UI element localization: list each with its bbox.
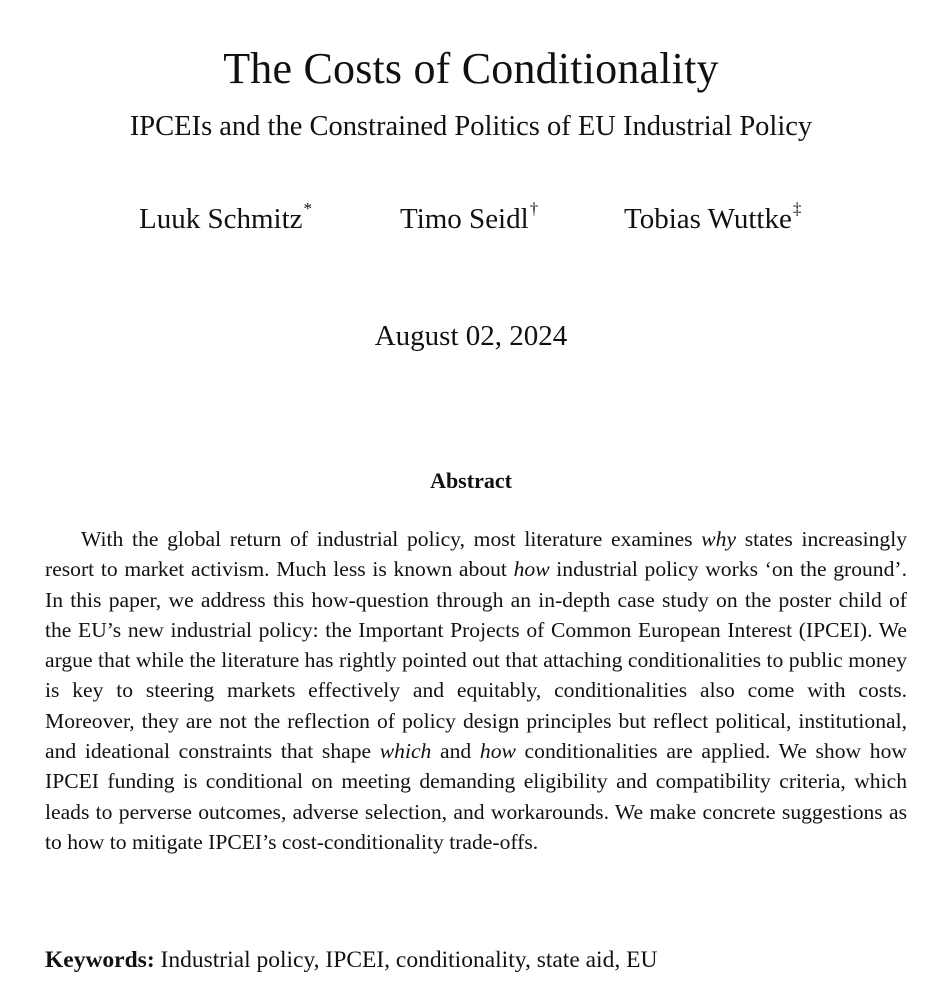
paper-subtitle: IPCEIs and the Constrained Politics of EU Industrial Policy (129, 111, 813, 142)
abstract-text-segment: industrial policy works ‘on the ground’. In this paper, we address this how-question through an in-depth case study on the poster child of the EU’s new industrial policy: the Important Projects of Common European Interest (IPCEI). We argue that while the literature has rightly pointed out that attaching conditionalities to public money is key to steering markets effectively and equitably, conditionalities also come with costs. Moreover, they are not the reflection of policy design principles but reflect political, institutional, and ideational constraints that shape (45, 557, 907, 764)
abstract-heading: Abstract (430, 468, 512, 493)
abstract-text-segment: and (431, 739, 480, 764)
author-3-name: Tobias Wuttke (624, 203, 792, 235)
abstract-emphasis-which: which (379, 739, 432, 764)
author-2-footnote-mark: † (529, 199, 539, 219)
author-3-footnote-mark: ‡ (792, 199, 802, 219)
author-1-name: Luuk Schmitz (139, 203, 303, 235)
abstract-emphasis-how: how (513, 557, 550, 582)
publication-date: August 02, 2024 (374, 320, 568, 352)
keywords-list: Industrial policy, IPCEI, conditionality, state aid, EU (154, 947, 658, 973)
author-list (0, 198, 942, 240)
abstract-text-segment: states increasingly resort to market activism. Much less is known about (45, 527, 907, 582)
abstract-emphasis-why: why (701, 527, 737, 551)
author-2 (400, 198, 538, 240)
abstract-text-segment: With the global return of industrial policy, most literature examines (81, 527, 702, 551)
author-2-name: Timo Seidl (400, 203, 529, 235)
keywords-label: Keywords: (45, 947, 155, 973)
keywords-line (45, 944, 907, 976)
paper-title: The Costs of Conditionality (223, 44, 719, 93)
abstract-text-segment: conditionalities are applied. We show how IPCEI funding is conditional on meeting demanding eligibility and compatibility criteria, which leads to perverse outcomes, adverse selection, and workarounds. We make concrete suggestions as to how to mitigate IPCEI’s cost-conditionality trade-offs. (45, 739, 907, 854)
abstract-emphasis-how: how (479, 739, 516, 764)
author-3 (624, 198, 801, 240)
abstract-body (45, 524, 907, 857)
author-1 (139, 198, 312, 240)
author-1-footnote-mark: * (303, 199, 313, 219)
